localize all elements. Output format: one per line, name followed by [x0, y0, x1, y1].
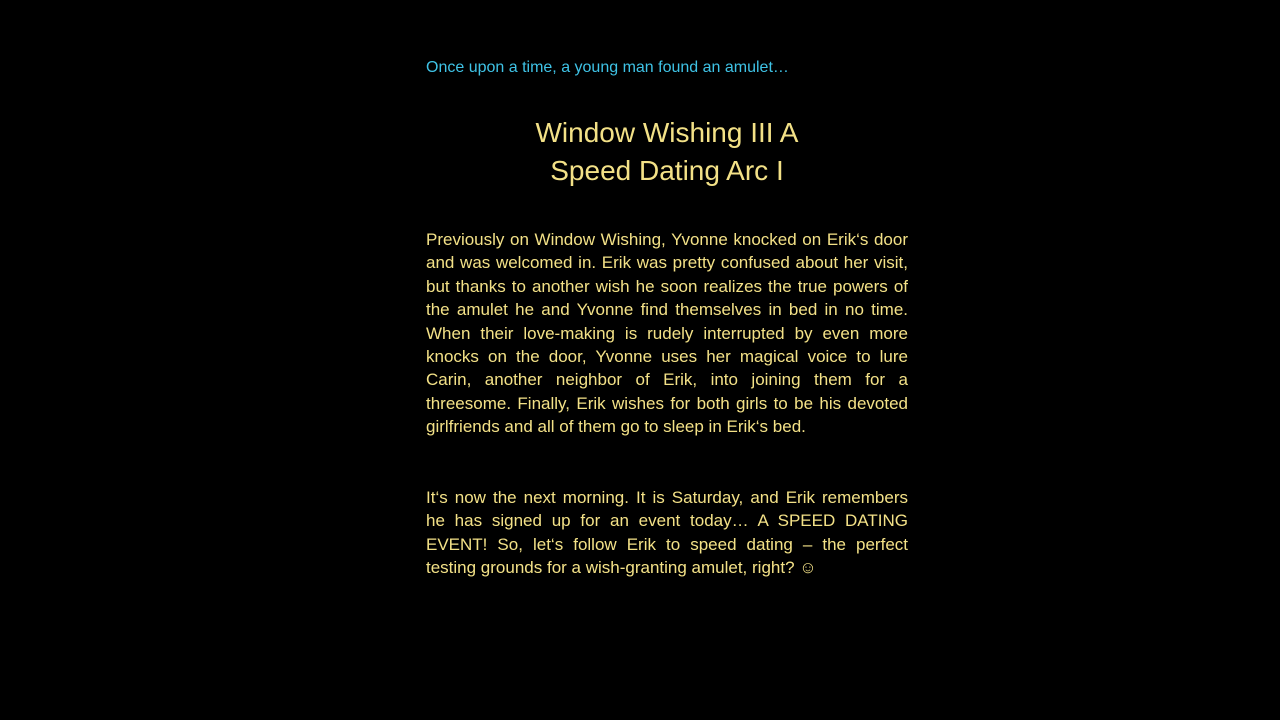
next-morning-paragraph: It‘s now the next morning. It is Saturday, and Erik remembers he has signed up for an event today… A SPEED DATING EVENT! So, let‘s follow Erik to speed dating – the perfect testing grounds for a wish-granting amulet, right? ☺ [426, 488, 908, 578]
title-line-2: Speed Dating Arc I [550, 155, 784, 186]
slide-title [426, 114, 908, 190]
title-line-1: Window Wishing III A [535, 117, 799, 148]
recap-paragraph: Previously on Window Wishing, Yvonne knocked on Erik‘s door and was welcomed in. Erik was pretty confused about her visit, but thanks to another wish he soon realizes the true powers of the amulet he and Yvonne find themselves in bed in no time. When their love-making is rudely interrupted by even more knocks on the door, Yvonne uses her magical voice to lure Carin, another neighbor of Erik, into joining them for a threesome. Finally, Erik wishes for both girls to be his devoted girlfriends and all of them go to sleep in Erik‘s bed. [426, 230, 908, 437]
intro-line: Once upon a time, a young man found an amulet… [426, 59, 789, 76]
